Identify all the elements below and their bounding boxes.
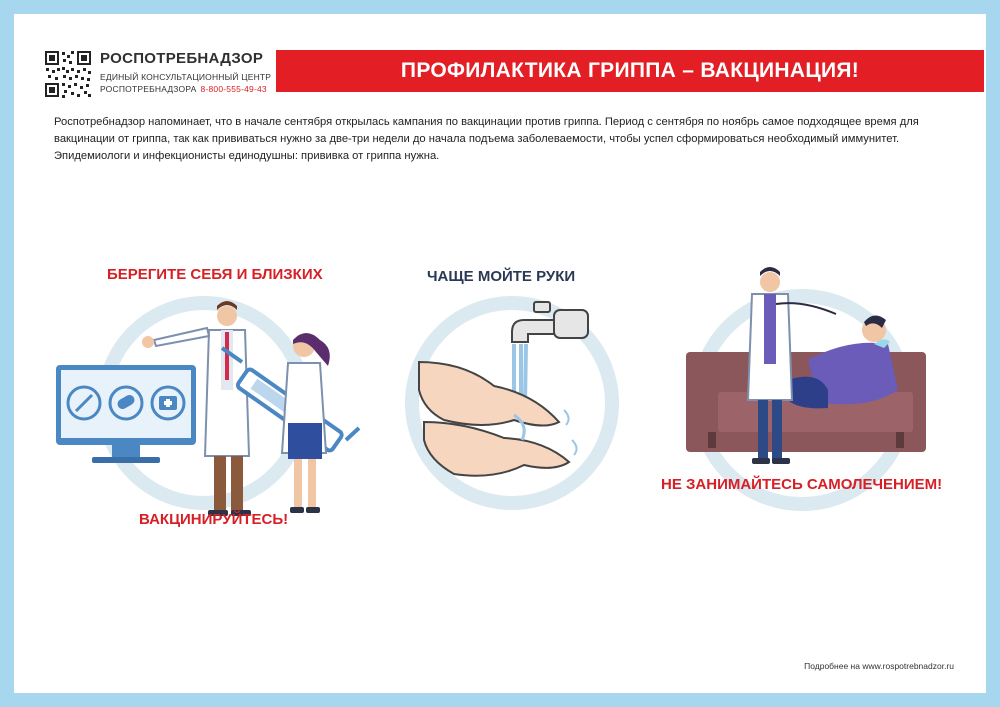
- handwashing-illustration: [394, 290, 634, 520]
- monitor-icon: [56, 365, 196, 463]
- consult-center-line: ЕДИНЫЙ КОНСУЛЬТАЦИОННЫЙ ЦЕНТР: [100, 72, 272, 82]
- page-title: ПРОФИЛАКТИКА ГРИППА – ВАКЦИНАЦИЯ!: [276, 50, 984, 92]
- qr-code-icon: [44, 50, 92, 98]
- get-vaccinated-label: ВАКЦИНИРУЙТЕСЬ!: [139, 511, 289, 528]
- wash-hands-label: ЧАЩЕ МОЙТЕ РУКИ: [427, 268, 576, 285]
- hands-icon: [419, 362, 577, 476]
- intro-paragraph: Роспотребнадзор напоминает, что в начале сентября открылась кампания по вакцинации против гриппа. Период с сентября по ноябрь самое подходящее время для вакцинации от гриппа, так как прививаться нужно за две-три недели до начала подъема заболеваемости, чтобы успел сформироваться необходимый иммунитет. Эпидемиологи и инфекционисты единодушны: прививка от гриппа нужна.: [54, 116, 919, 162]
- website-footer: Подробнее на www.rospotrebnadzor.ru: [804, 661, 954, 671]
- consult-center-org-line: [100, 84, 267, 94]
- hotline-phone: 8-800-555-49-43: [200, 84, 267, 94]
- no-self-treatment-label: НЕ ЗАНИМАЙТЕСЬ САМОЛЕЧЕНИЕМ!: [661, 476, 943, 493]
- protect-loved-ones-label: БЕРЕГИТЕ СЕБЯ И БЛИЗКИХ: [107, 266, 323, 283]
- consult-center-org: РОСПОТРЕБНАДЗОРА: [100, 84, 197, 94]
- poster-sheet: [14, 14, 986, 693]
- vaccination-illustration: [44, 288, 354, 518]
- faucet-icon: [512, 302, 588, 410]
- header: [44, 50, 984, 106]
- org-name: РОСПОТРЕБНАДЗОР: [100, 50, 264, 67]
